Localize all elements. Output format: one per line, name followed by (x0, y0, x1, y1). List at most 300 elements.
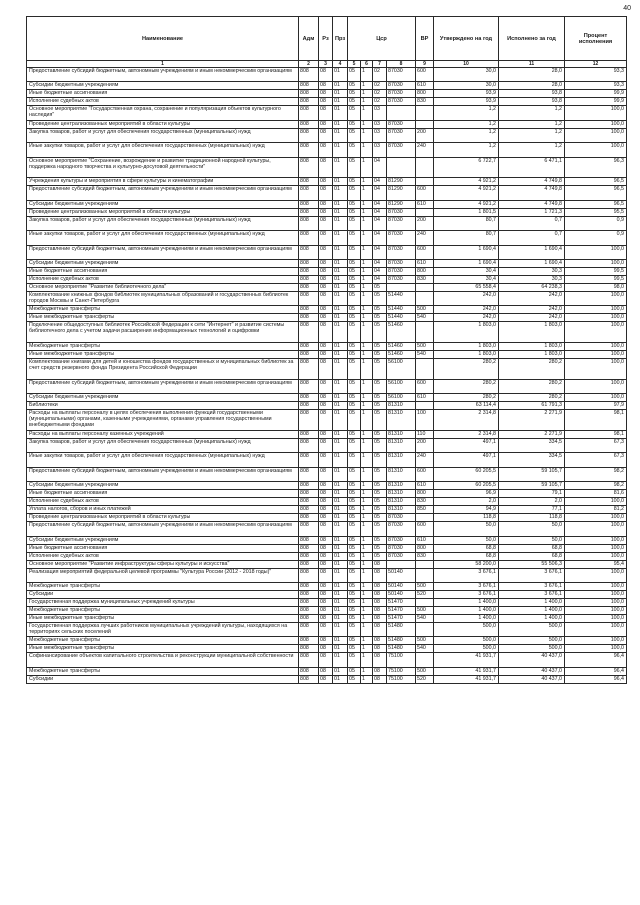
cell-rz: 08 (319, 90, 333, 98)
cell-csr-direction: 56100 (387, 394, 416, 402)
cell-csr-direction: 87030 (387, 536, 416, 544)
cell-name: Предоставление субсидий бюджетным, автономным учреждениям и иным некоммерческим организациям (27, 522, 299, 536)
cell-prz: 01 (333, 120, 348, 128)
cell-vr (416, 514, 434, 522)
cell-csr-program: 05 (348, 283, 361, 291)
cell-rz: 08 (319, 653, 333, 667)
cell-executed: 2 271,9 (499, 431, 565, 439)
cell-csr-event: 05 (373, 514, 387, 522)
cell-vr: 800 (416, 90, 434, 98)
cell-adm: 808 (299, 128, 319, 142)
table-row (27, 90, 627, 98)
cell-csr-subprogram: 1 (361, 343, 373, 351)
cell-vr: 800 (416, 544, 434, 552)
cell-csr-subprogram: 1 (361, 615, 373, 623)
cell-prz: 01 (333, 106, 348, 120)
cell-csr-program: 05 (348, 216, 361, 230)
cell-rz: 08 (319, 498, 333, 506)
cell-csr-subprogram: 1 (361, 482, 373, 490)
cell-csr-subprogram: 1 (361, 200, 373, 208)
cell-name: Предоставление субсидий бюджетным, автономным учреждениям и иным некоммерческим организациям (27, 245, 299, 259)
cell-approved: 1 400,0 (434, 607, 499, 615)
cell-percent: 100,0 (565, 106, 627, 120)
cell-executed: 93,8 (499, 98, 565, 106)
cell-approved: 80,7 (434, 231, 499, 245)
cell-vr: 240 (416, 143, 434, 157)
cell-rz: 08 (319, 208, 333, 216)
cell-rz: 08 (319, 267, 333, 275)
cell-csr-direction: 87030 (387, 275, 416, 283)
cell-adm: 808 (299, 157, 319, 178)
cell-adm: 808 (299, 591, 319, 599)
cell-adm: 808 (299, 208, 319, 216)
cell-adm: 808 (299, 583, 319, 591)
cell-executed: 64 238,3 (499, 283, 565, 291)
cell-adm: 808 (299, 402, 319, 410)
cell-percent: 100,0 (565, 568, 627, 582)
cell-prz: 01 (333, 231, 348, 245)
cell-rz: 08 (319, 623, 333, 637)
cell-vr: 600 (416, 186, 434, 200)
cell-csr-direction: 81310 (387, 453, 416, 467)
cell-name: Субсидии (27, 675, 299, 683)
cell-approved: 60 205,5 (434, 482, 499, 490)
cell-vr (416, 157, 434, 178)
cell-percent: 93,3 (565, 68, 627, 82)
cell-csr-event: 04 (373, 157, 387, 178)
cell-approved: 93,9 (434, 90, 499, 98)
table-row (27, 402, 627, 410)
cell-adm: 808 (299, 68, 319, 82)
cell-csr-subprogram: 1 (361, 498, 373, 506)
cell-executed: 1 690,4 (499, 259, 565, 267)
cell-name: Государственная поддержка лучших работников муниципальных учреждений культуры, находящихся на территориях сельских поселений (27, 623, 299, 637)
cell-csr-subprogram: 1 (361, 645, 373, 653)
cell-prz: 01 (333, 552, 348, 560)
table-row (27, 394, 627, 402)
cell-name: Иные бюджетные ассигнования (27, 490, 299, 498)
cell-executed: 4 749,8 (499, 186, 565, 200)
cell-prz: 01 (333, 291, 348, 305)
cell-name: Основное мероприятие "Развитие библиотечного дела" (27, 283, 299, 291)
cell-csr-program: 05 (348, 653, 361, 667)
cell-percent: 99,5 (565, 275, 627, 283)
cell-csr-event: 04 (373, 208, 387, 216)
cell-percent: 96,4 (565, 675, 627, 683)
cell-adm: 808 (299, 343, 319, 351)
cell-executed: 68,8 (499, 552, 565, 560)
cell-prz: 01 (333, 506, 348, 514)
cell-name: Исполнение судебных актов (27, 552, 299, 560)
cell-vr: 500 (416, 306, 434, 314)
cell-adm: 808 (299, 439, 319, 453)
cell-vr: 600 (416, 379, 434, 393)
cell-approved: 30,4 (434, 267, 499, 275)
cell-name: Учреждения культуры и мероприятия в сфере культуры и кинематографии (27, 178, 299, 186)
col-index: 1 (27, 61, 299, 68)
cell-vr: 610 (416, 482, 434, 490)
table-row (27, 245, 627, 259)
cell-rz: 08 (319, 106, 333, 120)
cell-percent: 100,0 (565, 544, 627, 552)
cell-approved: 4 921,2 (434, 200, 499, 208)
cell-csr-event: 05 (373, 314, 387, 322)
cell-name: Реализация мероприятий федеральной целевой программы "Культура России (2012 - 2018 годы)" (27, 568, 299, 582)
cell-vr: 600 (416, 68, 434, 82)
cell-percent: 96,5 (565, 178, 627, 186)
cell-csr-program: 05 (348, 490, 361, 498)
cell-prz: 01 (333, 90, 348, 98)
table-row (27, 623, 627, 637)
cell-csr-event: 04 (373, 245, 387, 259)
cell-vr (416, 359, 434, 380)
cell-csr-event: 03 (373, 106, 387, 120)
cell-csr-program: 05 (348, 351, 361, 359)
cell-name: Межбюджетные трансферты (27, 607, 299, 615)
table-row (27, 653, 627, 667)
cell-csr-direction: 87030 (387, 216, 416, 230)
cell-rz: 08 (319, 359, 333, 380)
cell-executed: 4 749,8 (499, 178, 565, 186)
cell-percent: 95,4 (565, 560, 627, 568)
cell-name: Расходы на выплаты персоналу казенных учреждений (27, 431, 299, 439)
cell-csr-program: 05 (348, 343, 361, 351)
cell-csr-program: 05 (348, 143, 361, 157)
table-row (27, 68, 627, 82)
cell-percent: 98,2 (565, 467, 627, 481)
col-header-name: Наименование (27, 17, 299, 61)
table-row (27, 291, 627, 305)
cell-csr-direction (387, 106, 416, 120)
cell-executed: 1,2 (499, 128, 565, 142)
table-row (27, 675, 627, 683)
cell-vr (416, 560, 434, 568)
cell-prz: 01 (333, 615, 348, 623)
cell-csr-event: 08 (373, 637, 387, 645)
cell-csr-event: 08 (373, 583, 387, 591)
cell-approved: 1,2 (434, 106, 499, 120)
cell-csr-subprogram: 1 (361, 607, 373, 615)
cell-approved: 280,2 (434, 359, 499, 380)
cell-executed: 280,2 (499, 394, 565, 402)
cell-name: Расходы на выплаты персоналу в целях обеспечения выполнения функций государственными (муниципальными) органами, казенными учреждениями, органами управления государственными внебюджетными фондами (27, 410, 299, 431)
cell-csr-direction: 87030 (387, 231, 416, 245)
cell-name: Субсидии бюджетным учреждениям (27, 200, 299, 208)
page-number: 40 (623, 5, 631, 12)
cell-vr (416, 568, 434, 582)
cell-rz: 08 (319, 200, 333, 208)
cell-adm: 808 (299, 267, 319, 275)
cell-csr-event: 05 (373, 439, 387, 453)
cell-csr-program: 05 (348, 599, 361, 607)
cell-rz: 08 (319, 453, 333, 467)
cell-prz: 01 (333, 514, 348, 522)
cell-rz: 08 (319, 514, 333, 522)
cell-executed: 59 105,7 (499, 467, 565, 481)
cell-vr: 610 (416, 259, 434, 267)
cell-approved: 96,9 (434, 490, 499, 498)
cell-name: Субсидии (27, 591, 299, 599)
col-index: 8 (387, 61, 416, 68)
cell-percent: 99,9 (565, 90, 627, 98)
cell-approved: 4 921,2 (434, 178, 499, 186)
cell-csr-subprogram: 1 (361, 267, 373, 275)
cell-csr-program: 05 (348, 245, 361, 259)
cell-percent: 100,0 (565, 379, 627, 393)
table-row (27, 490, 627, 498)
table-row (27, 410, 627, 431)
cell-vr (416, 291, 434, 305)
cell-name: Подключение общедоступных библиотек Российской Федерации к сети "Интернет" и развитие системы библиотечного дела с учетом задачи расширения информационных технологий и оцифровки (27, 322, 299, 343)
table-row (27, 267, 627, 275)
cell-adm: 808 (299, 322, 319, 343)
cell-csr-program: 05 (348, 394, 361, 402)
cell-adm: 808 (299, 143, 319, 157)
cell-percent: 0,9 (565, 216, 627, 230)
table-row (27, 343, 627, 351)
cell-vr: 240 (416, 453, 434, 467)
table-row (27, 306, 627, 314)
cell-csr-direction: 81310 (387, 467, 416, 481)
cell-vr (416, 599, 434, 607)
cell-csr-subprogram: 1 (361, 128, 373, 142)
cell-csr-direction: 87030 (387, 514, 416, 522)
cell-vr: 600 (416, 245, 434, 259)
cell-executed: 1,2 (499, 106, 565, 120)
table-row (27, 322, 627, 343)
cell-percent: 98,1 (565, 410, 627, 431)
cell-percent: 100,0 (565, 120, 627, 128)
cell-adm: 808 (299, 522, 319, 536)
cell-csr-program: 05 (348, 591, 361, 599)
col-header-adm: Адм (299, 17, 319, 61)
cell-approved: 3 676,1 (434, 583, 499, 591)
cell-adm: 808 (299, 98, 319, 106)
cell-percent: 96,5 (565, 200, 627, 208)
cell-percent: 0,9 (565, 231, 627, 245)
cell-vr: 830 (416, 498, 434, 506)
cell-executed: 242,0 (499, 314, 565, 322)
cell-csr-program: 05 (348, 522, 361, 536)
cell-percent: 96,5 (565, 186, 627, 200)
cell-rz: 08 (319, 482, 333, 490)
cell-percent: 100,0 (565, 599, 627, 607)
cell-prz: 01 (333, 359, 348, 380)
table-row (27, 599, 627, 607)
cell-vr: 520 (416, 591, 434, 599)
cell-adm: 808 (299, 490, 319, 498)
cell-prz: 01 (333, 322, 348, 343)
cell-approved: 500,0 (434, 637, 499, 645)
table-row (27, 568, 627, 582)
table-row (27, 283, 627, 291)
cell-approved: 497,1 (434, 453, 499, 467)
cell-csr-event: 03 (373, 120, 387, 128)
cell-approved: 50,0 (434, 536, 499, 544)
cell-prz: 01 (333, 560, 348, 568)
cell-prz: 01 (333, 351, 348, 359)
table-row (27, 359, 627, 380)
cell-vr (416, 283, 434, 291)
cell-csr-direction: 87030 (387, 522, 416, 536)
cell-adm: 808 (299, 514, 319, 522)
cell-executed: 79,1 (499, 490, 565, 498)
cell-executed: 55 506,3 (499, 560, 565, 568)
header-row (27, 17, 627, 61)
cell-name: Закупка товаров, работ и услуг для обеспечения государственных (муниципальных) нужд (27, 128, 299, 142)
cell-prz: 01 (333, 68, 348, 82)
cell-executed: 1,2 (499, 143, 565, 157)
cell-csr-program: 05 (348, 291, 361, 305)
cell-approved: 50,0 (434, 522, 499, 536)
cell-rz: 08 (319, 343, 333, 351)
cell-vr: 830 (416, 98, 434, 106)
cell-adm: 808 (299, 394, 319, 402)
cell-approved: 1 803,0 (434, 322, 499, 343)
cell-approved: 60 205,5 (434, 467, 499, 481)
cell-csr-direction: 51470 (387, 607, 416, 615)
cell-adm: 808 (299, 544, 319, 552)
cell-csr-program: 05 (348, 322, 361, 343)
cell-executed: 334,5 (499, 439, 565, 453)
cell-approved: 94,9 (434, 506, 499, 514)
cell-adm: 808 (299, 560, 319, 568)
cell-adm: 808 (299, 482, 319, 490)
cell-csr-program: 05 (348, 410, 361, 431)
cell-csr-direction: 51470 (387, 599, 416, 607)
cell-csr-program: 05 (348, 439, 361, 453)
cell-csr-direction: 51460 (387, 322, 416, 343)
cell-approved: 1 801,5 (434, 208, 499, 216)
cell-approved: 30,0 (434, 68, 499, 82)
cell-approved: 41 931,7 (434, 667, 499, 675)
cell-csr-program: 05 (348, 82, 361, 90)
cell-percent: 100,0 (565, 615, 627, 623)
cell-name: Иные межбюджетные трансферты (27, 615, 299, 623)
cell-approved: 63 114,4 (434, 402, 499, 410)
cell-name: Основное мероприятие "Сохранение, возрождение и развитие традиционной народной культуры, поддержка народного творчества и культурно-досуговой деятельности" (27, 157, 299, 178)
cell-csr-event: 05 (373, 343, 387, 351)
cell-csr-event: 08 (373, 645, 387, 653)
cell-csr-direction: 51480 (387, 623, 416, 637)
cell-prz: 01 (333, 314, 348, 322)
cell-vr: 800 (416, 490, 434, 498)
cell-csr-subprogram: 1 (361, 536, 373, 544)
cell-csr-subprogram: 1 (361, 306, 373, 314)
cell-csr-subprogram: 1 (361, 560, 373, 568)
table-row (27, 178, 627, 186)
cell-csr-subprogram: 1 (361, 98, 373, 106)
cell-prz: 01 (333, 306, 348, 314)
cell-rz: 08 (319, 607, 333, 615)
cell-csr-program: 05 (348, 359, 361, 380)
cell-executed: 6 471,1 (499, 157, 565, 178)
cell-csr-program: 05 (348, 645, 361, 653)
cell-csr-subprogram: 1 (361, 322, 373, 343)
cell-prz: 01 (333, 186, 348, 200)
cell-adm: 808 (299, 178, 319, 186)
cell-rz: 08 (319, 306, 333, 314)
cell-csr-direction: 51470 (387, 615, 416, 623)
cell-rz: 08 (319, 667, 333, 675)
cell-executed: 1,2 (499, 120, 565, 128)
cell-csr-subprogram: 1 (361, 591, 373, 599)
cell-csr-event: 05 (373, 482, 387, 490)
cell-prz: 01 (333, 143, 348, 157)
cell-approved: 1,2 (434, 128, 499, 142)
cell-csr-event: 04 (373, 259, 387, 267)
cell-rz: 08 (319, 645, 333, 653)
cell-csr-event: 05 (373, 467, 387, 481)
cell-csr-subprogram: 1 (361, 439, 373, 453)
cell-csr-program: 05 (348, 544, 361, 552)
table-row (27, 106, 627, 120)
cell-prz: 01 (333, 343, 348, 351)
cell-prz: 01 (333, 623, 348, 637)
cell-rz: 08 (319, 314, 333, 322)
cell-csr-direction: 81290 (387, 200, 416, 208)
table-row (27, 314, 627, 322)
cell-csr-program: 05 (348, 267, 361, 275)
cell-csr-subprogram: 1 (361, 506, 373, 514)
cell-vr (416, 653, 434, 667)
cell-name: Иные бюджетные ассигнования (27, 267, 299, 275)
cell-percent: 100,0 (565, 623, 627, 637)
cell-csr-program: 05 (348, 514, 361, 522)
cell-executed: 61 791,3 (499, 402, 565, 410)
cell-csr-direction: 51440 (387, 314, 416, 322)
table-row (27, 552, 627, 560)
col-header-rz: Рз (319, 17, 333, 61)
cell-executed: 59 105,7 (499, 482, 565, 490)
table-row (27, 544, 627, 552)
cell-prz: 01 (333, 402, 348, 410)
cell-csr-direction: 81310 (387, 402, 416, 410)
cell-percent: 100,0 (565, 259, 627, 267)
cell-csr-subprogram: 1 (361, 120, 373, 128)
cell-csr-direction: 81310 (387, 439, 416, 453)
cell-name: Субсидии бюджетным учреждениям (27, 394, 299, 402)
cell-csr-event: 05 (373, 431, 387, 439)
cell-approved: 3 676,1 (434, 591, 499, 599)
cell-name: Иные межбюджетные трансферты (27, 351, 299, 359)
cell-csr-direction: 87030 (387, 98, 416, 106)
cell-name: Комплектование книгами для детей и юношества фондов государственных и муниципальных библиотек за счет средств резервного фонда Президента Российской Федерации (27, 359, 299, 380)
cell-adm: 808 (299, 431, 319, 439)
cell-rz: 08 (319, 275, 333, 283)
cell-csr-direction: 87030 (387, 143, 416, 157)
col-header-fact: Исполнено за год (499, 17, 565, 61)
cell-name: Уплата налогов, сборов и иных платежей (27, 506, 299, 514)
cell-adm: 808 (299, 259, 319, 267)
cell-rz: 08 (319, 552, 333, 560)
budget-execution-table (26, 16, 627, 684)
cell-csr-subprogram: 1 (361, 514, 373, 522)
cell-executed: 1 690,4 (499, 245, 565, 259)
cell-executed: 0,7 (499, 216, 565, 230)
cell-csr-direction: 81310 (387, 431, 416, 439)
cell-executed: 2,0 (499, 498, 565, 506)
table-row (27, 231, 627, 245)
cell-csr-subprogram: 1 (361, 431, 373, 439)
cell-csr-program: 05 (348, 552, 361, 560)
col-header-prz: Прз (333, 17, 348, 61)
cell-vr: 830 (416, 275, 434, 283)
cell-csr-direction: 56100 (387, 379, 416, 393)
table-row (27, 453, 627, 467)
cell-csr-program: 05 (348, 536, 361, 544)
cell-csr-subprogram: 1 (361, 623, 373, 637)
